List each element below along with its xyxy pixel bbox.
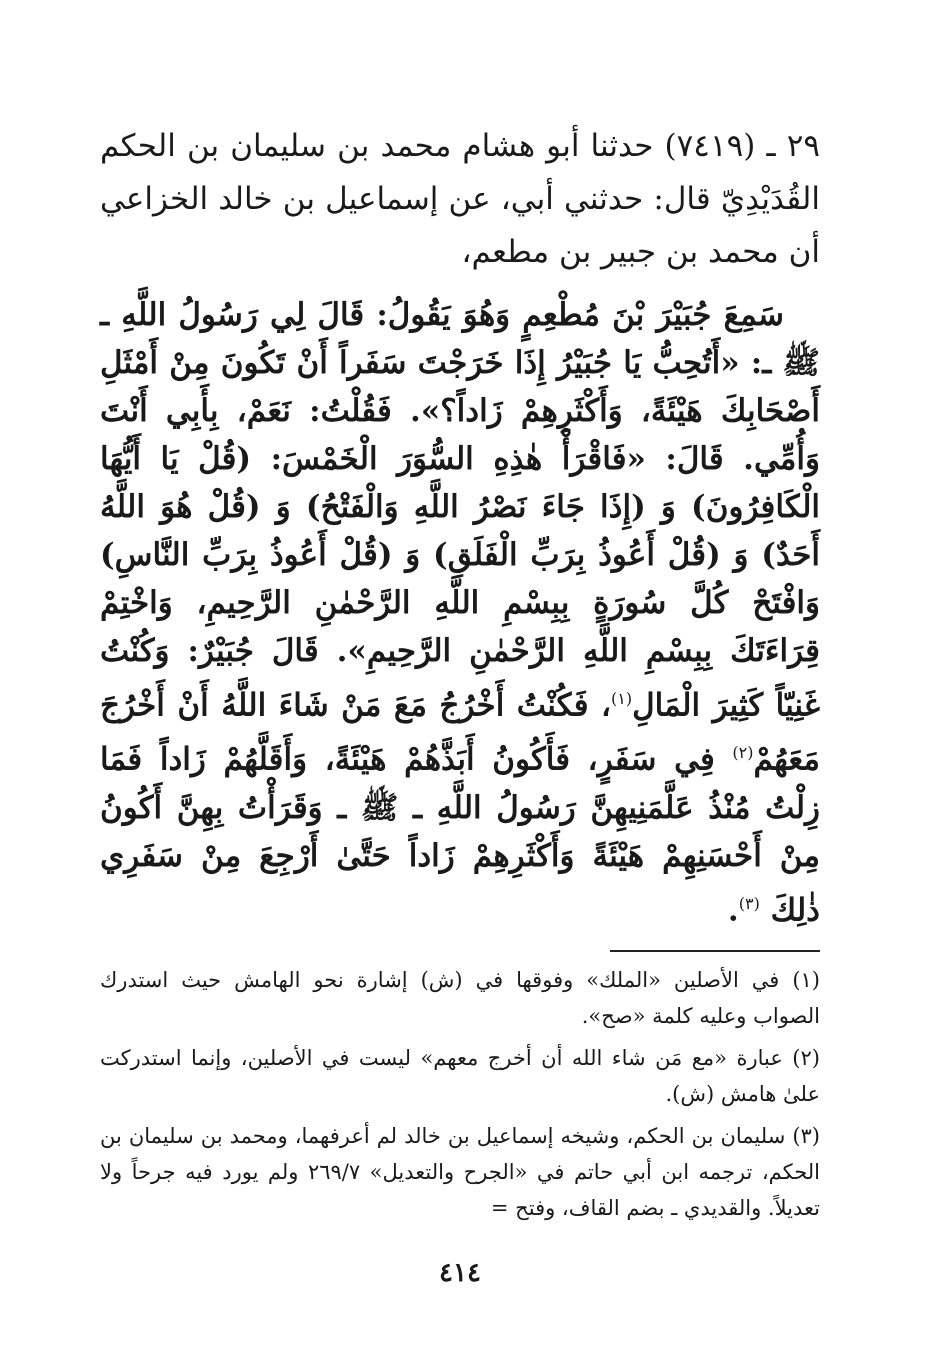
- footnote-divider: [610, 950, 820, 952]
- page-number: ٤١٤: [439, 1258, 481, 1288]
- footnote-marker-2[interactable]: (٢): [732, 743, 754, 763]
- hadith-text-part-3: فِي سَفَرٍ، فَأَكُونُ أَبَذَّهُمْ هَيْئَةً، وَأَقَلَّهُمْ زَاداً فَمَا زِلْتُ مُنْذُ عَلَّمَنِيهِنَّ رَسُولُ اللَّهِ ـ ﷺ ـ وَقَرَأْتُ بِهِنَّ أَكُونُ مِنْ أَحْسَنِهِمْ هَيْئَةً وَأَكْثَرِهِمْ زَاداً حَتَّىٰ أَرْجِعَ مِنْ سَفَرِي ذٰلِكَ: [100, 741, 820, 928]
- hadith-text: [100, 291, 820, 934]
- hadith-text-part-1: سَمِعَ جُبَيْرَ بْنَ مُطْعِمٍ وَهُوَ يَقُولُ: قَالَ لِي رَسُولُ اللَّهِ ـ ﷺ ـ: «أَتُحِبُّ يَا جُبَيْرُ إِذَا خَرَجْتَ سَفَراً أَنْ تَكُونَ مِنْ أَمْثَلِ أَصْحَابِكَ هَيْئَةً، وَأَكْثَرِهِمْ زَاداً؟». فَقُلْتُ: نَعَمْ، بِأَبِي أَنْتَ وَأُمِّي. قَالَ: «فَاقْرَأْ هٰذِهِ السُّوَرَ الْخَمْسَ: (قُلْ يَا أَيُّهَا الْكَافِرُونَ) وَ (إِذَا جَاءَ نَصْرُ اللَّهِ وَالْفَتْحُ) وَ (قُلْ هُوَ اللَّهُ أَحَدٌ) وَ (قُلْ أَعُوذُ بِرَبِّ الْفَلَقِ) وَ (قُلْ أَعُوذُ بِرَبِّ النَّاسِ) وَافْتَحْ كُلَّ سُورَةٍ بِبِسْمِ اللَّهِ الرَّحْمٰنِ الرَّحِيمِ، وَاخْتِمْ قِرَاءَتَكَ بِبِسْمِ اللَّهِ الرَّحْمٰنِ الرَّحِيمِ». قَالَ جُبَيْرٌ: وَكُنْتُ غَنِيّاً كَثِيرَ الْمَالِ: [100, 297, 820, 724]
- hadith-text-part-2: ، فَكُنْتُ أَخْرُجُ مَعَ مَنْ شَاءَ اللَّهُ أَنْ أَخْرُجَ مَعَهُمْ: [100, 687, 820, 778]
- footnote-2: (٢) عبارة «مع مَن شاء الله أن أخرج معهم» ليست في الأصلين، وإنما استدركت علىٰ هامش (ش).: [100, 1046, 820, 1106]
- isnad-paragraph: ٢٩ ـ (٧٤١٩) حدثنا أبو هشام محمد بن سليمان بن الحكم القُدَيْدِيّ قال: حدثني أبي، عن إسماعيل بن خالد الخزاعي أن محمد بن جبير بن مطعم،: [100, 128, 820, 270]
- book-page: [100, 120, 820, 1320]
- footnote-3: (٣) سليمان بن الحكم، وشيخه إسماعيل بن خالد لم أعرفهما، ومحمد بن سليمان بن الحكم، ترجمه ابن أبي حاتم في «الجرح والتعديل» ٢٦٩/٧ ولم يورد فيه جرحاً ولا تعديلاً. والقديدي ـ بضم القاف، وفتح =: [100, 1124, 821, 1220]
- footnotes-section: [100, 962, 820, 1232]
- footnote-1: (١) في الأصلين «الملك» وفوقها في (ش) إشارة نحو الهامش حيث استدرك الصواب وعليه كلمة «صح».: [100, 968, 820, 1028]
- hadith-end-mark: .: [727, 891, 739, 928]
- footnote-marker-3[interactable]: (٣): [738, 893, 760, 913]
- footnote-marker-1[interactable]: (١): [611, 689, 633, 708]
